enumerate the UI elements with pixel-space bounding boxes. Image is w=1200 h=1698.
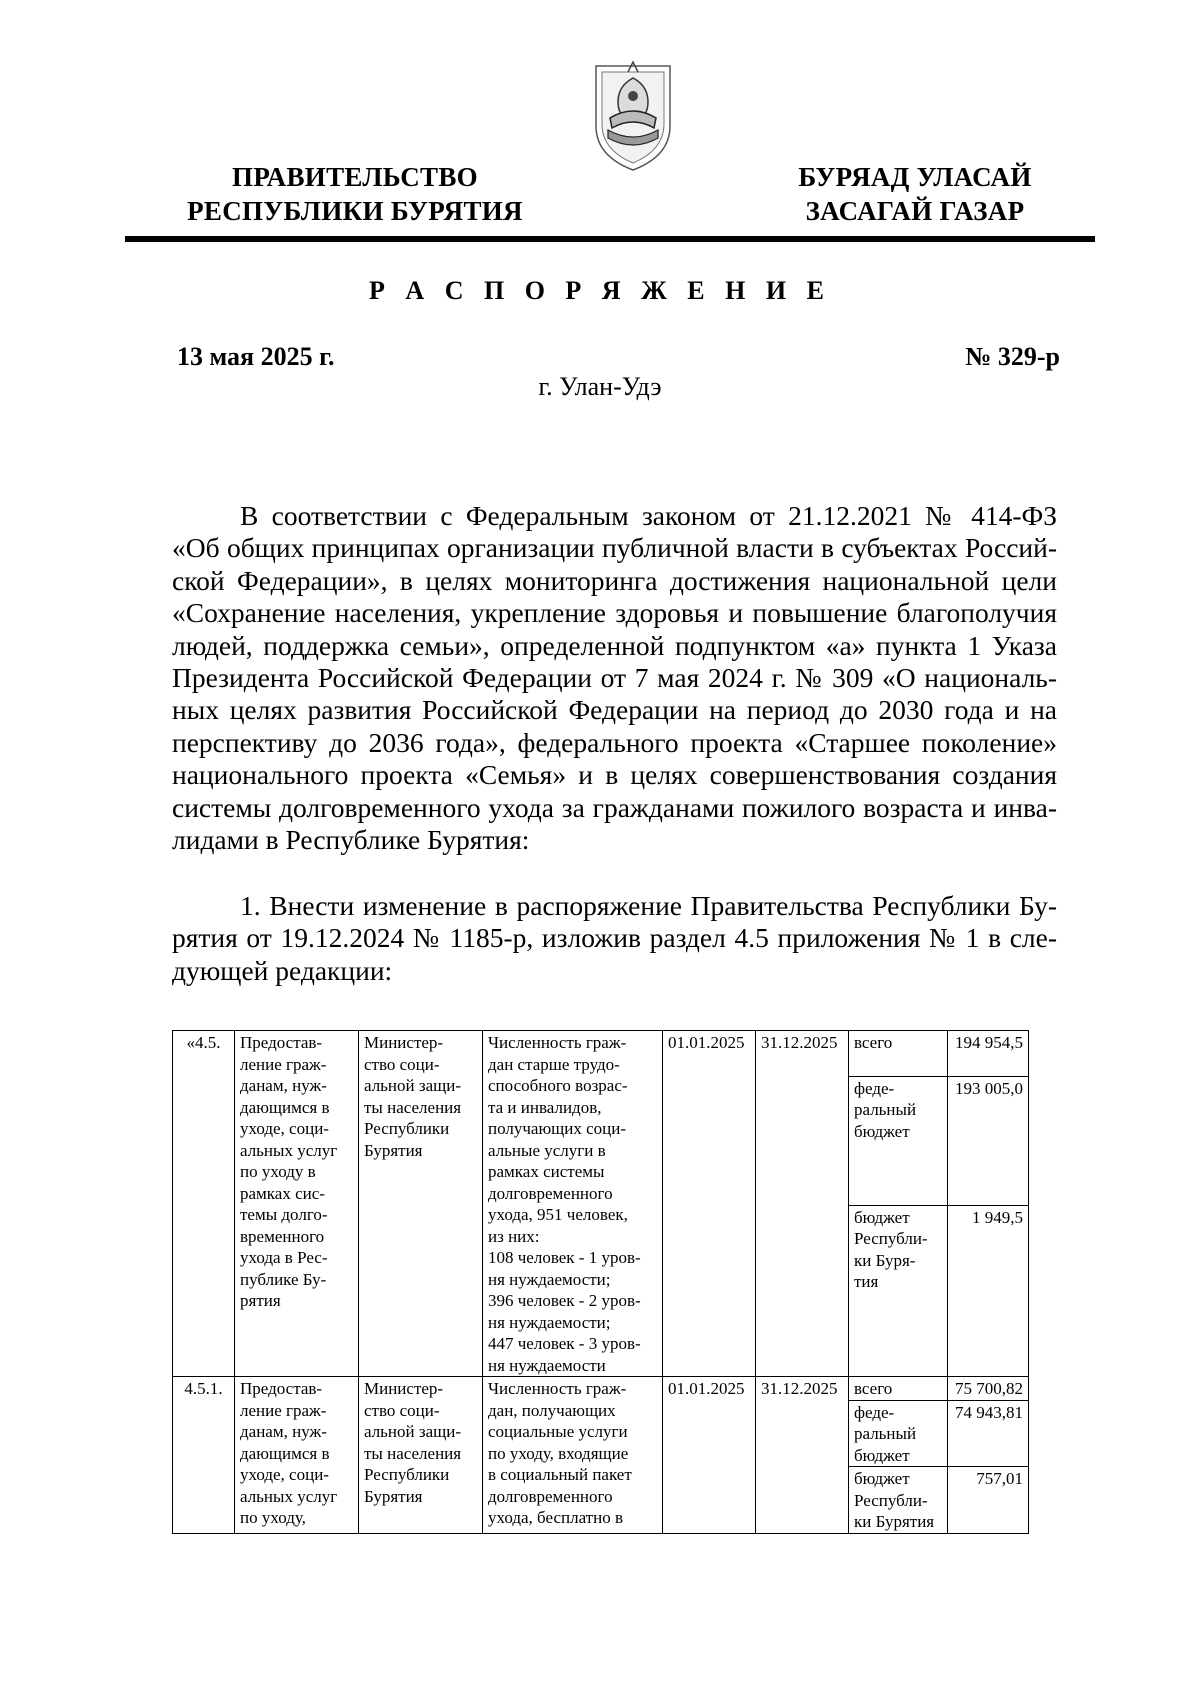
cell-line: ухода, 951 человек,: [488, 1205, 628, 1224]
paragraph-line: национального проекта «Семья» и в целях совершенствования создания: [172, 759, 1057, 791]
end-date-cell: 31.12.2025: [756, 1031, 849, 1377]
cell-line: Бурятия: [364, 1140, 423, 1160]
table-row: [173, 1377, 1029, 1401]
start-date-cell: 01.01.2025: [663, 1377, 756, 1534]
paragraph-line: ской Федерации», в целях мониторинга достижения национальной цели: [172, 564, 1057, 596]
cell-line: получающих соци-: [488, 1119, 626, 1138]
org-right-line2: ЗАСАГАЙ ГАЗАР: [805, 196, 1025, 226]
preamble-paragraph: [172, 500, 1057, 856]
paragraph-line: 1. Внести изменение в распоряжение Правительства Республики Бу-: [240, 890, 1057, 921]
end-date-cell: 31.12.2025: [756, 1377, 849, 1534]
cell-line: ня нуждаемости: [488, 1355, 606, 1375]
cell-line: по уходу,: [240, 1508, 306, 1527]
cell-line: дающимся в: [240, 1443, 330, 1463]
funding-source-cell: [849, 1400, 948, 1467]
cell-line: временного: [240, 1226, 325, 1246]
cell-line: всего: [854, 1033, 893, 1052]
cell-line: долговременного: [488, 1183, 613, 1203]
funding-source-cell: [849, 1467, 948, 1534]
funding-amount-cell: 193 005,0: [948, 1076, 1029, 1205]
cell-line: феде-: [854, 1402, 895, 1422]
cell-line: долговременного: [488, 1486, 613, 1506]
cell-line: Предостав-: [240, 1379, 323, 1398]
cell-line: Бурятия: [364, 1486, 423, 1506]
paragraph-line: В соответствии с Федеральным законом от 21.12.2021 № 414-ФЗ: [240, 500, 1057, 531]
cell-line: бюджет: [854, 1207, 910, 1227]
funding-source-cell: [849, 1377, 948, 1401]
cell-line: Численность граж-: [488, 1379, 627, 1398]
cell-line: ки Бурятия: [854, 1512, 935, 1531]
activity-cell: [235, 1377, 359, 1534]
cell-line: Республики: [364, 1465, 450, 1484]
document-number: № 329-р: [965, 342, 1060, 371]
government-name-buryat: [760, 160, 1070, 228]
paragraph-line: «Сохранение населения, укрепление здоровья и повышение благополучия: [172, 597, 1057, 629]
paragraph-line: системы долговременного ухода за гражданами пожилого возраста и инва-: [172, 791, 1057, 823]
executor-cell: [359, 1377, 483, 1534]
cell-line: 396 человек - 2 уров-: [488, 1291, 641, 1310]
org-right-line1: БУРЯАД УЛАСАЙ: [798, 162, 1032, 192]
cell-line: бюджет: [854, 1469, 910, 1488]
cell-line: альных услуг: [240, 1140, 338, 1160]
cell-line: ухода, бесплатно в: [488, 1508, 623, 1527]
cell-line: ление граж-: [240, 1054, 327, 1074]
document-city: г. Улан-Удэ: [538, 372, 662, 401]
funding-amount-cell: 194 954,5: [948, 1031, 1029, 1077]
cell-line: дающимся в: [240, 1097, 330, 1117]
cell-line: всего: [854, 1379, 893, 1398]
cell-line: ты населения: [364, 1443, 462, 1463]
cell-line: данам, нуж-: [240, 1422, 327, 1441]
cell-line: ухода в Рес-: [240, 1248, 328, 1267]
cell-line: уходе, соци-: [240, 1119, 329, 1138]
cell-line: Численность граж-: [488, 1033, 627, 1052]
item-number: 4.5.1.: [173, 1377, 235, 1534]
clause-1-paragraph: [172, 890, 1057, 987]
cell-line: тия: [854, 1272, 879, 1292]
indicator-cell: [483, 1031, 663, 1377]
cell-line: ня нуждаемости;: [488, 1312, 611, 1332]
cell-line: ки Буря-: [854, 1250, 916, 1270]
cell-line: альных услуг: [240, 1486, 338, 1506]
paragraph-line: дующей редакции:: [172, 954, 393, 986]
government-name-russian: [145, 160, 565, 228]
table-row: [173, 1031, 1029, 1077]
cell-line: публике Бу-: [240, 1269, 327, 1289]
funding-source-cell: [849, 1031, 948, 1077]
cell-line: уходе, соци-: [240, 1465, 329, 1484]
coat-of-arms-icon: [588, 56, 678, 174]
cell-line: способного возрас-: [488, 1076, 628, 1095]
paragraph-line: «Об общих принципах организации публичной власти в субъектах Россий-: [172, 532, 1057, 564]
paragraph-line: рятия от 19.12.2024 № 1185-р, изложив раздел 4.5 приложения № 1 в сле-: [172, 922, 1057, 954]
cell-line: рятия: [240, 1291, 281, 1310]
start-date-cell: 01.01.2025: [663, 1031, 756, 1377]
cell-line: рамках сис-: [240, 1183, 325, 1203]
cell-line: 447 человек - 3 уров-: [488, 1334, 641, 1353]
cell-line: темы долго-: [240, 1205, 328, 1224]
cell-line: альной защи-: [364, 1422, 461, 1441]
indicator-cell: [483, 1377, 663, 1534]
paragraph-line: Президента Российской Федерации от 7 мая 2024 г. № 309 «О националь-: [172, 662, 1057, 694]
document-date: 13 мая 2025 г.: [177, 342, 335, 371]
cell-line: Республики: [364, 1119, 450, 1138]
cell-line: Республи-: [854, 1229, 928, 1249]
cell-line: бюджет: [854, 1445, 910, 1465]
cell-line: рамках системы: [488, 1162, 605, 1181]
cell-line: в социальный пакет: [488, 1465, 632, 1484]
cell-line: данам, нуж-: [240, 1076, 327, 1095]
cell-line: ральный: [854, 1100, 917, 1120]
org-left-line1: ПРАВИТЕЛЬСТВО: [232, 162, 478, 192]
item-number: «4.5.: [173, 1031, 235, 1377]
cell-line: ральный: [854, 1424, 917, 1443]
cell-line: ты населения: [364, 1097, 462, 1117]
funding-amount-cell: 75 700,82: [948, 1377, 1029, 1401]
funding-source-cell: [849, 1205, 948, 1376]
cell-line: бюджет: [854, 1121, 910, 1141]
cell-line: дан старше трудо-: [488, 1054, 620, 1074]
cell-line: Республи-: [854, 1490, 928, 1510]
cell-line: альной защи-: [364, 1076, 461, 1095]
paragraph-line: перспективу до 2036 года», федерального проекта «Старшее поколение»: [172, 726, 1057, 758]
funding-source-cell: [849, 1076, 948, 1205]
funding-amount-cell: 1 949,5: [948, 1205, 1029, 1376]
cell-line: по уходу в: [240, 1162, 316, 1181]
cell-line: феде-: [854, 1078, 895, 1098]
cell-line: из них:: [488, 1226, 540, 1246]
cell-line: Предостав-: [240, 1033, 323, 1052]
cell-line: ство соци-: [364, 1054, 440, 1074]
cell-line: та и инвалидов,: [488, 1097, 602, 1117]
funding-amount-cell: 757,01: [948, 1467, 1029, 1534]
cell-line: Министер-: [364, 1033, 444, 1052]
executor-cell: [359, 1031, 483, 1377]
cell-line: ление граж-: [240, 1400, 327, 1420]
paragraph-line: ных целях развития Российской Федерации на период до 2030 года и на: [172, 694, 1057, 726]
cell-line: социальные услуги: [488, 1422, 628, 1441]
plan-table: [172, 1030, 1029, 1534]
cell-line: ня нуждаемости;: [488, 1269, 611, 1289]
paragraph-line: лидами в Республике Бурятия:: [172, 824, 530, 856]
cell-line: альные услуги в: [488, 1140, 606, 1160]
cell-line: Министер-: [364, 1379, 444, 1398]
org-left-line2: РЕСПУБЛИКИ БУРЯТИЯ: [187, 196, 523, 226]
header-divider: [125, 236, 1095, 242]
cell-line: ство соци-: [364, 1400, 440, 1420]
activity-cell: [235, 1031, 359, 1377]
funding-amount-cell: 74 943,81: [948, 1400, 1029, 1467]
cell-line: по уходу, входящие: [488, 1443, 629, 1463]
paragraph-line: людей, поддержка семьи», определенной подпунктом «а» пункта 1 Указа: [172, 629, 1057, 661]
cell-line: 108 человек - 1 уров-: [488, 1248, 641, 1267]
document-type: Р А С П О Р Я Ж Е Н И Е: [369, 276, 831, 305]
cell-line: дан, получающих: [488, 1400, 616, 1420]
